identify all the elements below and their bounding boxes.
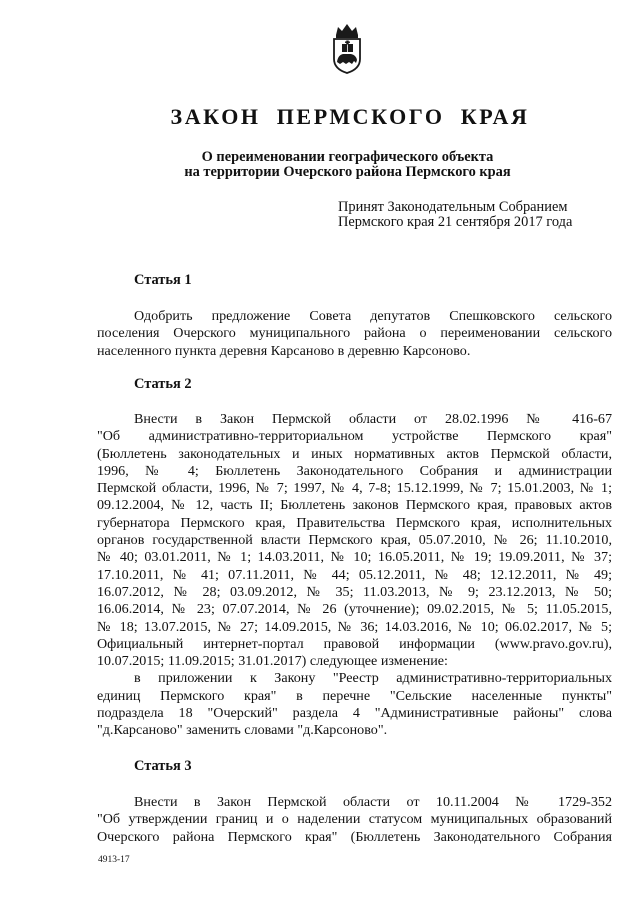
text-line: 09.12.2004, № 12, часть II; Бюллетень законов Пермского края, правовых актов bbox=[97, 497, 612, 514]
text-line: губернатора Пермского края, Правительства Пермского края, исполнительных bbox=[97, 514, 612, 531]
text-line: (Бюллетень законодательных и иных нормативных актов Пермской области, bbox=[97, 445, 612, 462]
text-line: № 18; 13.07.2015, № 27; 14.09.2015, № 36; 14.03.2016, № 10; 06.02.2017, № 5; bbox=[97, 618, 612, 635]
article-2-text bbox=[97, 411, 612, 740]
text-line: Официальный интернет-портал правовой информации (www.pravo.gov.ru), bbox=[97, 635, 612, 652]
text-line: поселения Очерского муниципального района о переименовании сельского bbox=[97, 325, 612, 342]
text-line: органов государственной власти Пермского края, 05.07.2010, № 26; 11.10.2010, bbox=[97, 532, 612, 549]
text-line: 1996, № 4; Бюллетень Законодательного Собрания и администрации bbox=[97, 462, 612, 479]
law-title: ЗАКОН ПЕРМСКОГО КРАЯ bbox=[170, 104, 530, 129]
text-line: № 40; 03.01.2011, № 1; 14.03.2011, № 10; 16.05.2011, № 19; 19.09.2011, № 37; bbox=[97, 549, 612, 566]
adoption-note bbox=[338, 200, 572, 230]
text-line: единиц Пермского края" в перечне "Сельские населенные пункты" bbox=[97, 687, 612, 704]
text-line: Внести в Закон Пермской области от 10.11.2004 № 1729-352 bbox=[134, 794, 612, 810]
law-subtitle bbox=[100, 150, 595, 180]
text-line: населенного пункта деревня Карсаново в деревню Карсоново. bbox=[97, 342, 471, 359]
subtitle-line: О переименовании географического объекта bbox=[201, 149, 494, 165]
article-3-heading: Статья 3 bbox=[134, 758, 192, 774]
subtitle-line: на территории Очерского района Пермского края bbox=[184, 164, 511, 180]
adoption-line: Пермского края 21 сентября 2017 года bbox=[338, 214, 573, 230]
text-line: 10.07.2015; 11.09.2015; 31.01.2017) следующее изменение: bbox=[97, 653, 448, 670]
text-line: Внести в Закон Пермской области от 28.02.1996 № 416-67 bbox=[134, 411, 612, 427]
text-line: Очерского района Пермского края" (Бюллетень Законодательного Собрания bbox=[97, 828, 612, 845]
coat-of-arms-icon bbox=[327, 22, 367, 74]
adoption-line: Принят Законодательным Собранием bbox=[338, 199, 568, 215]
article-3-text bbox=[97, 794, 612, 846]
text-line: 17.10.2011, № 41; 07.11.2011, № 44; 05.12.2011, № 48; 12.12.2011, № 49; bbox=[97, 566, 612, 583]
document-code: 4913-17 bbox=[98, 855, 130, 865]
text-line: 16.06.2014, № 23; 07.07.2014, № 26 (уточнение); 09.02.2015, № 5; 11.05.2015, bbox=[97, 601, 612, 618]
text-line: 16.07.2012, № 28; 03.09.2012, № 35; 11.03.2013, № 9; 23.12.2013, № 50; bbox=[97, 583, 612, 600]
text-line: "д.Карсаново" заменить словами "д.Карсоново". bbox=[97, 722, 388, 739]
text-line: "Об административно-территориальном устройстве Пермского края" bbox=[97, 428, 612, 445]
text-line: Одобрить предложение Совета депутатов Спешковского сельского bbox=[134, 308, 612, 324]
text-line: в приложении к Закону "Реестр административно-территориальных bbox=[134, 670, 612, 687]
article-2-heading: Статья 2 bbox=[134, 376, 192, 392]
article-1-text bbox=[97, 308, 612, 360]
article-1-heading: Статья 1 bbox=[134, 272, 192, 288]
text-line: подраздела 18 "Очерский" раздела 4 "Административные районы" слова bbox=[97, 705, 612, 722]
text-line: "Об утверждении границ и о наделении статусом муниципальных образований bbox=[97, 811, 612, 828]
text-line: Пермской области, 1996, № 7; 1997, № 4, 7-8; 15.12.1999, № 7; 15.01.2003, № 1; bbox=[97, 480, 612, 497]
